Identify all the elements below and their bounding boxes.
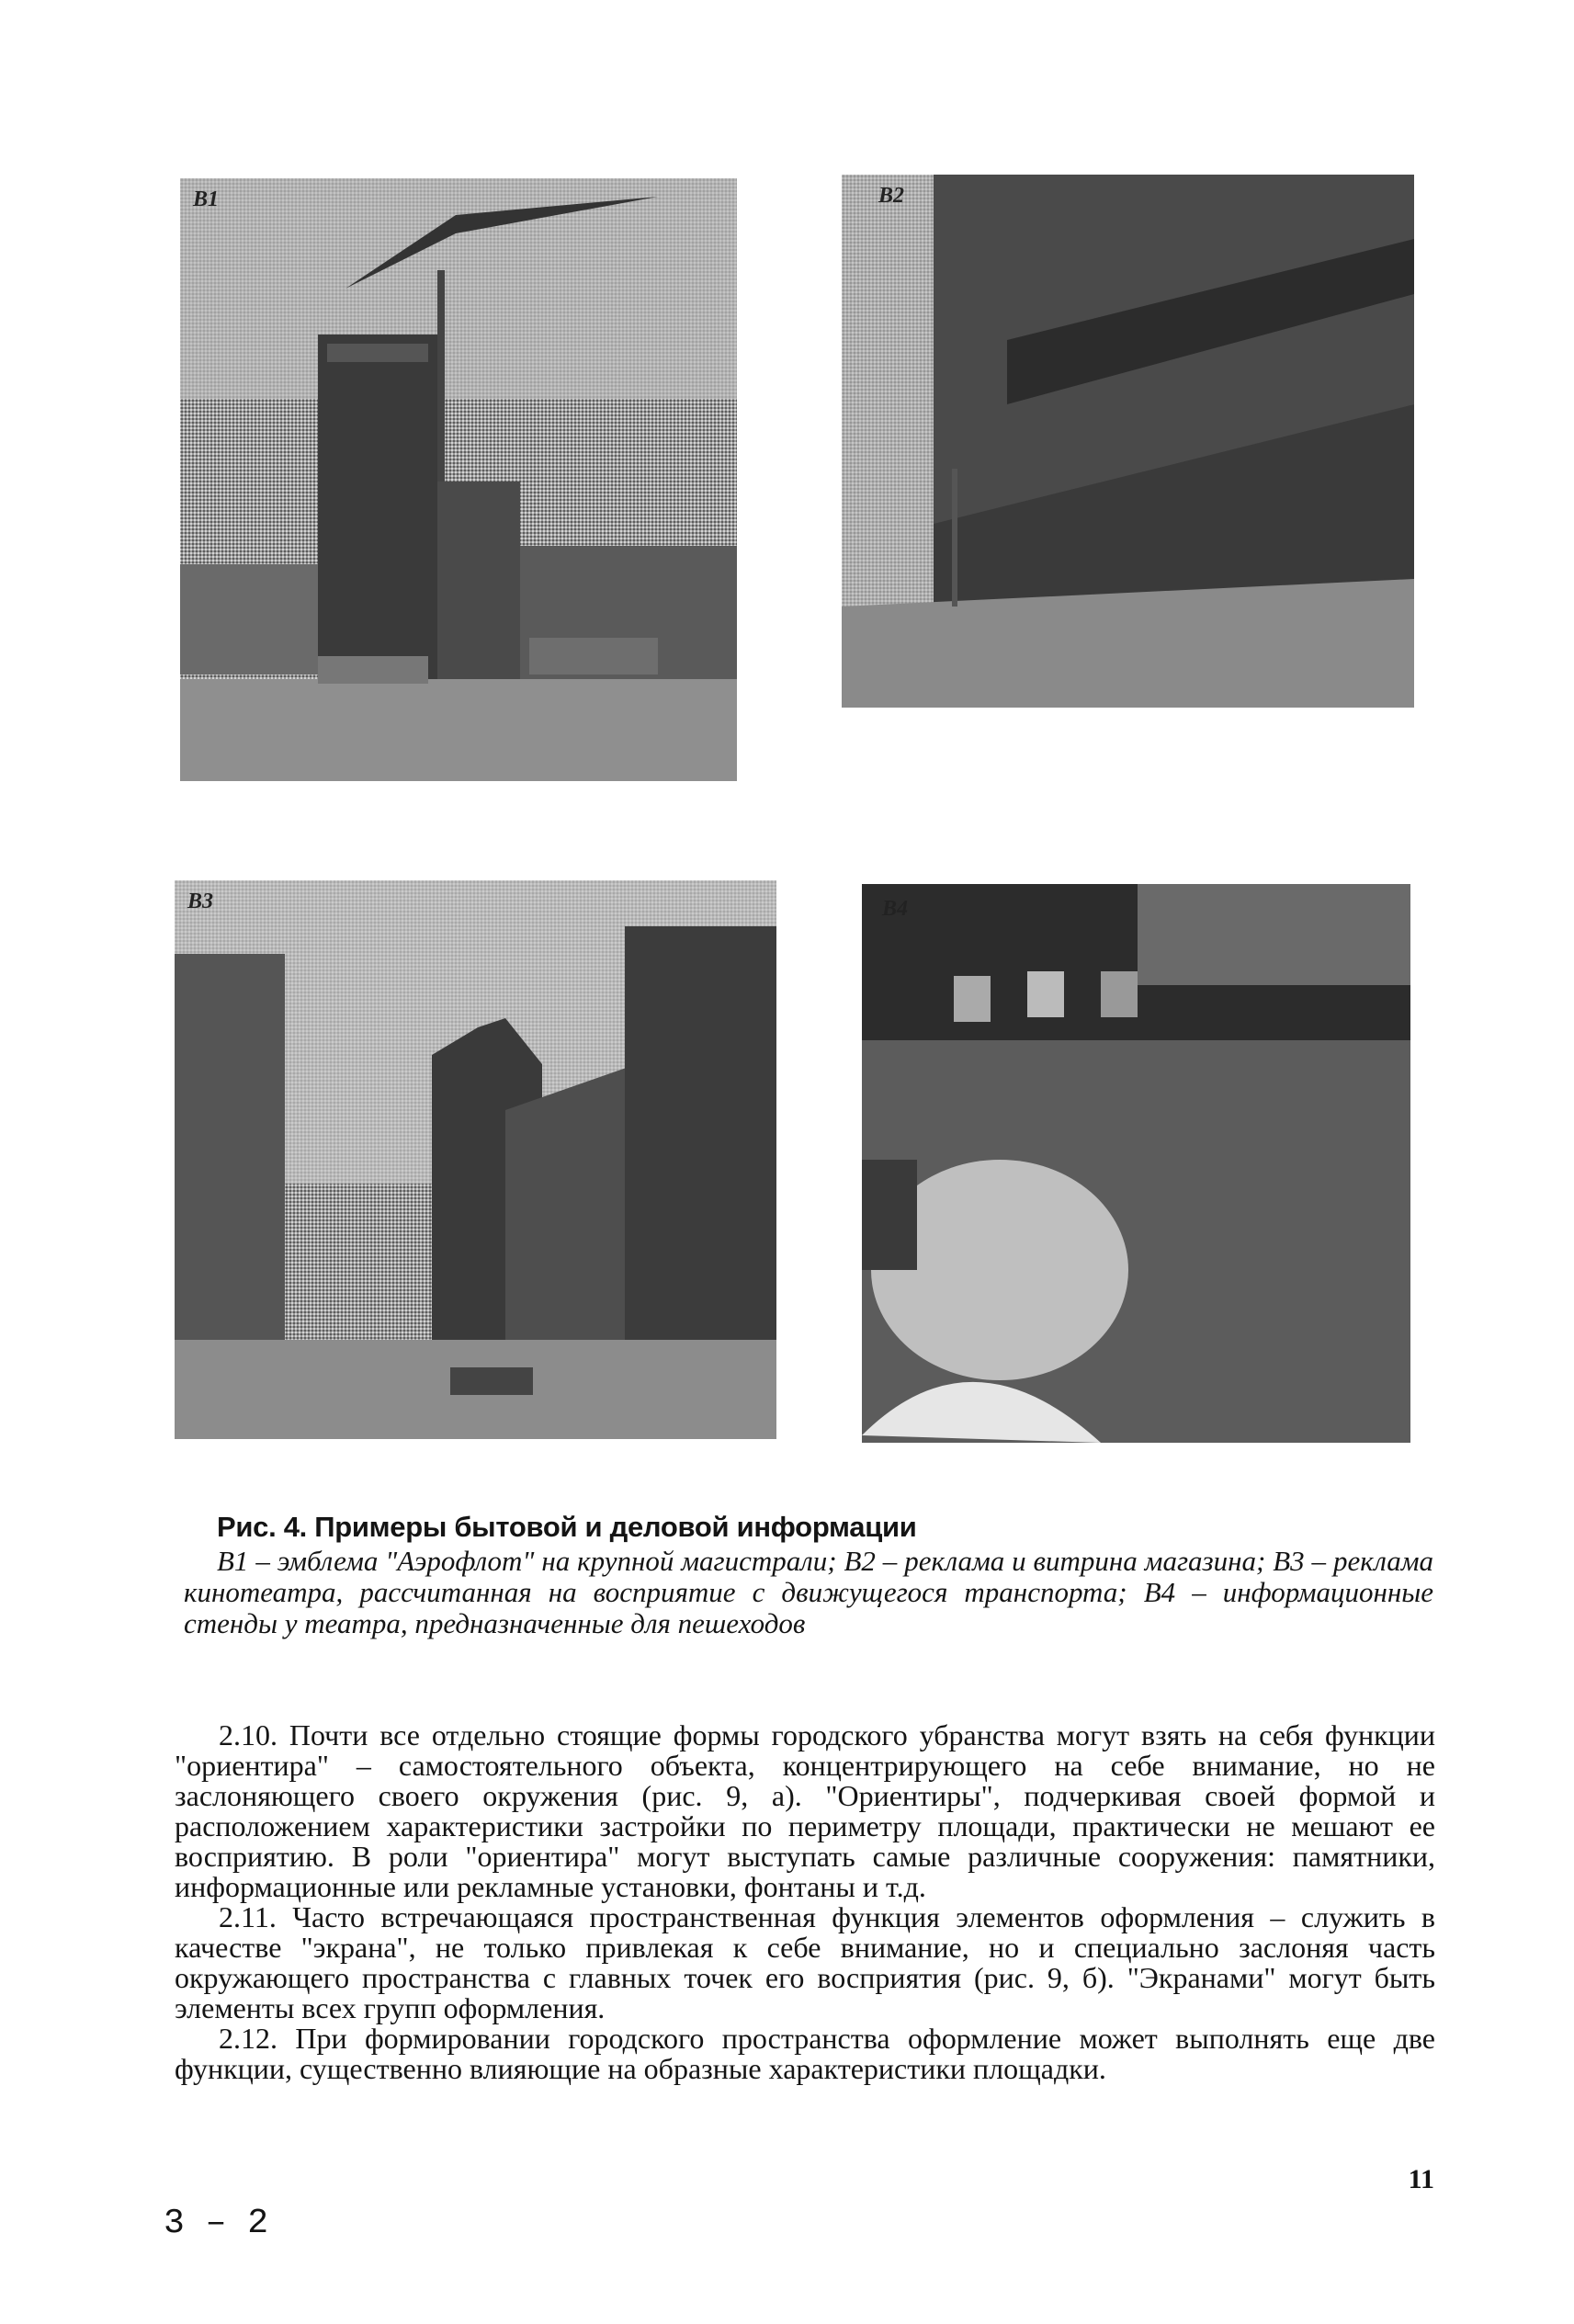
photo-label: B3	[187, 890, 214, 913]
figure-caption	[184, 1511, 1433, 1639]
photo-label: B4	[882, 897, 909, 921]
photo-b2	[842, 175, 1414, 708]
paragraph-2-10: 2.10. Почти все отдельно стоящие формы городского убранства могут взять на себя функции "ориентира" – самостоятельного объекта, концентрирующего на себе внимание, но не заслоняющего своего окружения (рис. 9, а). "Ориентиры", подчеркивая своей формой и расположением характеристики застройки по периметру площади, практически не мешают ее восприятию. В роли "ориентира" могут выступать самые различные сооружения: памятники, информационные или рекламные установки, фонтаны и т.д.	[175, 1718, 1435, 1903]
photo-label: B1	[193, 187, 220, 211]
photo-b3-image	[175, 880, 776, 1439]
photo-b1-image	[180, 178, 737, 781]
body-text	[175, 1720, 1435, 2084]
paragraph-2-11: 2.11. Часто встречающаяся пространственная функция элементов оформления – служить в качестве "экрана", не только привлекая к себе внимание, но и специально заслоняя часть окружающего пространства с главных точек его восприятия (рис. 9, б). "Экранами" могут быть элементы всех групп оформления.	[175, 1900, 1435, 2024]
page-number: 11	[1408, 2164, 1434, 2194]
sheet-mark: 3 – 2	[164, 2204, 269, 2243]
photo-label: B2	[878, 184, 905, 208]
paragraph-2-12: 2.12. При формировании городского пространства оформление может выполнять еще две функции, существенно влияющие на образные характеристики площадки.	[175, 2022, 1435, 2085]
caption-text: B1 – эмблема "Аэрофлот" на крупной магистрали; B2 – реклама и витрина магазина; B3 – реклама кинотеатра, рассчитанная на восприятие с движущегося транспорта; B4 – информационные стенды у театра, предназначенные для пешеходов	[184, 1545, 1433, 1639]
photo-b1	[180, 178, 737, 781]
caption-title: Рис. 4. Примеры бытовой и деловой информации	[217, 1511, 917, 1543]
photo-b2-image	[842, 175, 1414, 708]
photo-b4	[862, 884, 1410, 1443]
photo-b3	[175, 880, 776, 1439]
photo-b4-image	[862, 884, 1410, 1443]
